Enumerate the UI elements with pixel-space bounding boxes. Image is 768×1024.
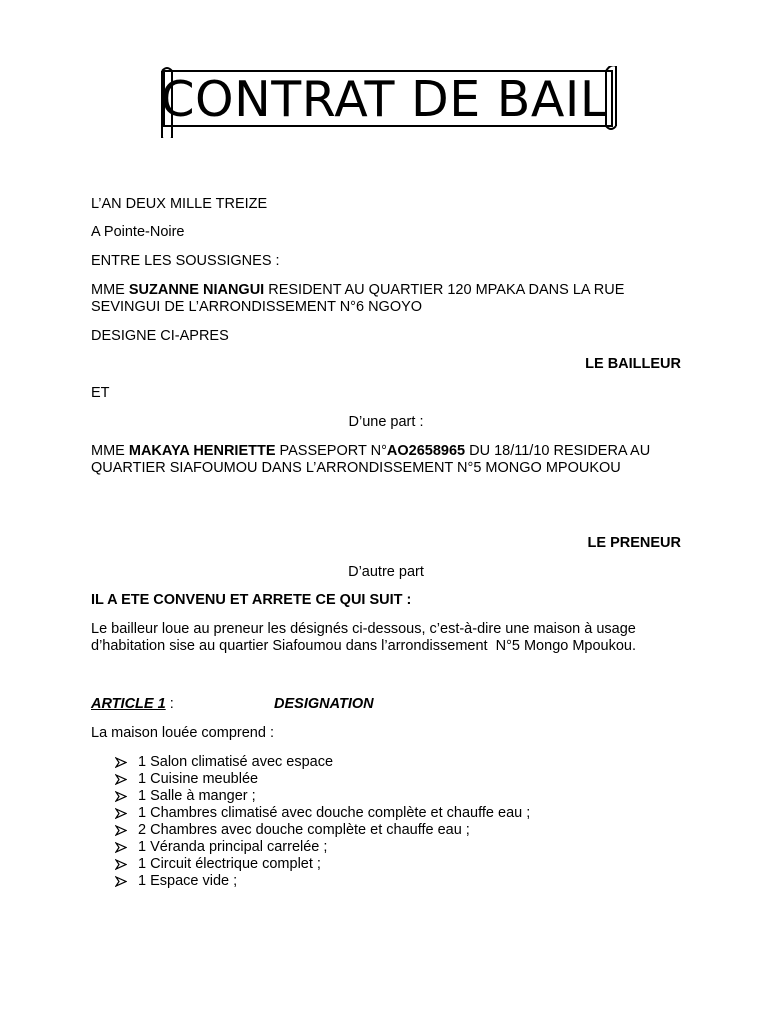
- arrow-bullet-icon: [115, 754, 127, 771]
- article-1-name: DESIGNATION: [274, 696, 374, 712]
- other-part-line: D’autre part: [348, 564, 424, 580]
- room-label: 1 Véranda principal carrelée ;: [138, 839, 328, 855]
- passport-number: AO2658965: [386, 443, 466, 459]
- room-label: 2 Chambres avec douche complète et chauffe eau ;: [138, 822, 470, 838]
- room-label: 1 Cuisine meublée: [138, 771, 259, 787]
- list-item: [91, 771, 681, 788]
- tenant-role: LE PRENEUR: [587, 535, 681, 551]
- room-label: 1 Salon climatisé avec espace: [138, 754, 334, 770]
- tenant-prefix: MME: [91, 443, 129, 459]
- rooms-list: [91, 754, 681, 890]
- place-line: A Pointe-Noire: [91, 224, 185, 240]
- list-item: [91, 839, 681, 856]
- landlord-prefix: MME: [91, 282, 129, 298]
- list-item: [91, 856, 681, 873]
- article-1-colon: :: [165, 696, 174, 712]
- landlord-details: RESIDENT AU QUARTIER 120 MPAKA DANS LA RUE SEVINGUI DE L’ARRONDISSEMENT N°6 NGOYO: [91, 282, 625, 315]
- list-item: [91, 822, 681, 839]
- intro-paragraph: Le bailleur loue au preneur les désignés ci-dessous, c’est-à-dire une maison à usage d’habitation sise au quartier Siafoumou dans l’arrondissement N°5 Mongo Mpoukou.: [91, 621, 637, 654]
- designated-line: DESIGNE CI-APRES: [91, 328, 229, 344]
- arrow-bullet-icon: [115, 771, 127, 788]
- list-item: [91, 754, 681, 771]
- year-line: L’AN DEUX MILLE TREIZE: [91, 196, 268, 212]
- landlord-paragraph: [91, 282, 681, 316]
- arrow-bullet-icon: [115, 805, 127, 822]
- passport-label: PASSEPORT N°: [275, 443, 387, 459]
- between-line: ENTRE LES SOUSSIGNES :: [91, 253, 280, 269]
- tenant-details: DU 18/11/10 RESIDERA AU QUARTIER SIAFOUMOU DANS L’ARRONDISSEMENT N°5 MONGO MPOUKOU: [91, 443, 651, 476]
- agreed-heading: IL A ETE CONVENU ET ARRETE CE QUI SUIT :: [91, 592, 412, 608]
- arrow-bullet-icon: [115, 873, 127, 890]
- arrow-bullet-icon: [115, 839, 127, 856]
- article-1-number: ARTICLE 1: [91, 696, 166, 712]
- tenant-paragraph: [91, 443, 681, 477]
- landlord-role: LE BAILLEUR: [585, 356, 681, 372]
- tenant-name: MAKAYA HENRIETTE: [128, 443, 276, 459]
- arrow-bullet-icon: [115, 856, 127, 873]
- landlord-name: SUZANNE NIANGUI: [128, 282, 265, 298]
- room-label: 1 Circuit électrique complet ;: [138, 856, 321, 872]
- arrow-bullet-icon: [115, 822, 127, 839]
- one-part-line: D’une part :: [348, 414, 424, 430]
- room-label: 1 Chambres climatisé avec douche complète et chauffe eau ;: [138, 805, 531, 821]
- list-item: [91, 873, 681, 890]
- room-label: 1 Espace vide ;: [138, 873, 238, 889]
- arrow-bullet-icon: [115, 788, 127, 805]
- title-scroll-banner: [148, 66, 620, 138]
- and-line: ET: [91, 385, 110, 401]
- list-item: [91, 788, 681, 805]
- document-title: CONTRAT DE BAIL: [160, 71, 608, 128]
- article-1-heading: [91, 696, 681, 713]
- article-1-label: [91, 696, 166, 712]
- room-label: 1 Salle à manger ;: [138, 788, 256, 804]
- list-item: [91, 805, 681, 822]
- house-includes-line: La maison louée comprend :: [91, 725, 274, 741]
